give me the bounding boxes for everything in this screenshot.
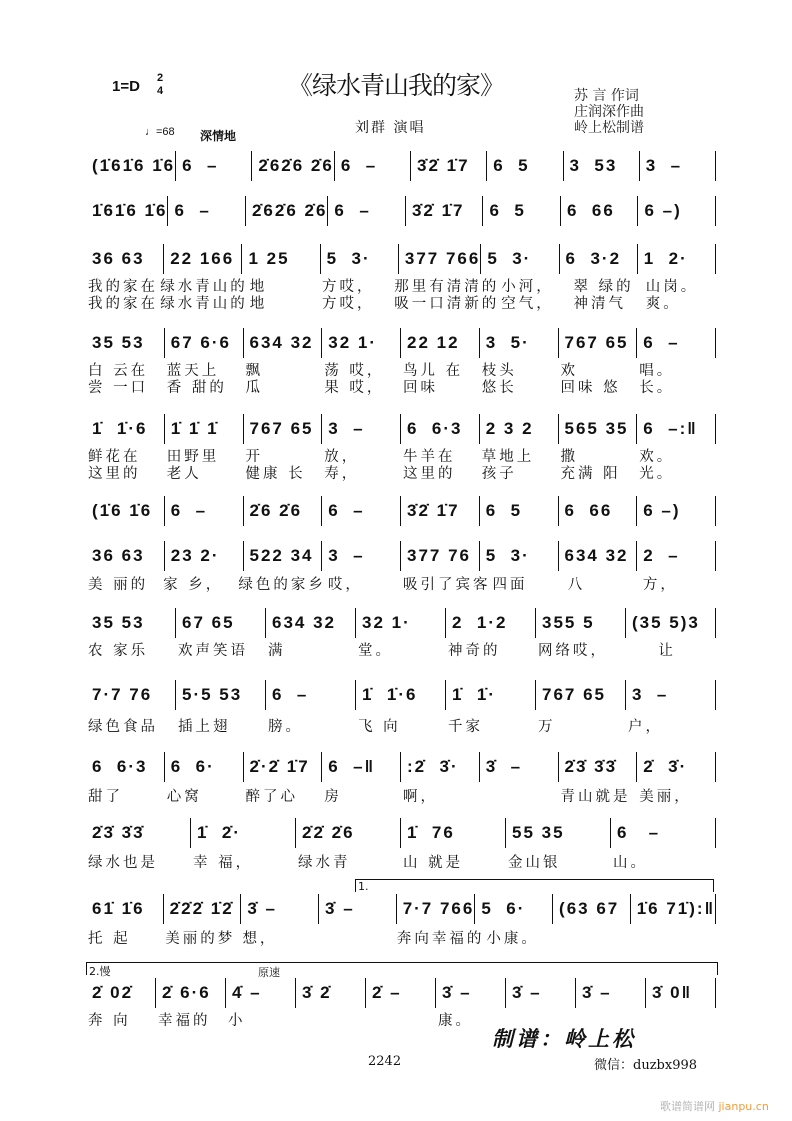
lyric-segment: 充满 阳 — [560, 466, 621, 482]
measure: 4̇ – — [225, 978, 295, 1008]
measure: 6 6·3 — [400, 414, 479, 444]
measure: 3̇2̇ 1̇7 — [400, 496, 479, 526]
lyric-line — [86, 719, 716, 736]
lyric-segment: 千家 — [448, 719, 483, 735]
measure: 3̇ – — [575, 978, 645, 1008]
lyric-segment: 健康 长 — [245, 466, 306, 482]
lyric-segment: 地 — [249, 279, 268, 295]
measure: 3̇ – — [479, 752, 558, 782]
lyric-segment: 悠长 — [481, 380, 517, 396]
lyric-line — [86, 931, 716, 948]
lyric-line — [86, 363, 716, 380]
lyric-segment: 让 — [628, 643, 676, 659]
measure: 36 63 — [92, 249, 145, 268]
watermark-url: jianpu.cn — [718, 1100, 769, 1113]
lyric-segment — [480, 789, 559, 806]
staff-line — [86, 545, 716, 571]
staff-line — [86, 898, 716, 924]
lyric-segment: 光。 — [639, 466, 675, 482]
measure: (63 67 — [552, 894, 630, 924]
lyric-segment: 家 乡， — [163, 577, 224, 593]
lyric-segment: 草地上 — [481, 449, 535, 465]
lyric-segment: 我的家在 — [88, 296, 158, 312]
measure: (35 5)3 — [625, 608, 716, 638]
volta-2 — [86, 962, 718, 978]
lyric-segment: 想， — [242, 931, 278, 947]
measure: 6 –) — [636, 496, 716, 526]
lyric-segment — [366, 1013, 436, 1030]
expression-marking: 深情地 — [200, 129, 237, 143]
lyric-segment: 白 云在 — [88, 363, 149, 379]
composer: 庄润深作曲 — [574, 104, 644, 120]
key-signature: 1=D — [112, 78, 140, 95]
measure: 1̇ 1̇·6 — [92, 419, 148, 438]
lyric-segment: 欢声笑语 — [178, 643, 248, 659]
lyric-line — [86, 789, 716, 806]
measure: 32 1· — [355, 608, 445, 638]
measure: 6 – — [334, 151, 410, 181]
measure: 3̇2̇ 1̇7 — [405, 196, 483, 226]
measure: 565 35 — [558, 414, 637, 444]
measure: 1̇ 2̇· — [190, 818, 295, 848]
lyric-segment: 八 — [567, 577, 586, 593]
measure: 1̇ 1̇·6 — [355, 680, 445, 710]
lyric-segment: 插上翅 — [178, 719, 231, 735]
measure: 2̇2̇2̇ 1̇2̇ — [163, 894, 241, 924]
measure: 6 – — [610, 818, 716, 848]
measure: 3̇2̇ 1̇7 — [410, 151, 486, 181]
lyric-segment: 蓝天上 — [166, 363, 220, 379]
lyric-segment: 膀。 — [268, 719, 303, 735]
measure: 6 66 — [560, 196, 638, 226]
measure: 3 53 — [563, 151, 639, 181]
measure: 3̇ – — [318, 894, 396, 924]
lyric-segment: 康。 — [438, 1013, 473, 1029]
lyric-segment: 小康。 — [486, 931, 539, 947]
lyric-segment: 神奇的 — [448, 643, 501, 659]
lyric-segment — [318, 931, 395, 948]
singer: 刘群 演唱 — [355, 120, 426, 136]
measure: 6 5 — [482, 196, 560, 226]
lyric-segment: 这里的 — [88, 466, 141, 482]
lyric-segment: 翠 绿的 — [573, 279, 634, 295]
measure: 2 – — [636, 541, 716, 571]
measure: 634 32 — [265, 608, 355, 638]
lyric-line — [86, 296, 716, 313]
measure: 6 – — [164, 496, 243, 526]
lyric-line — [86, 855, 716, 872]
volta-1-label: 1. — [358, 880, 369, 893]
measure: (1̇61̇6 1̇6 — [92, 156, 176, 175]
lyric-segment: 吸一口清新的 — [394, 296, 500, 312]
lyric-segment: 开 — [245, 449, 263, 465]
lyric-segment: 老人 — [166, 466, 202, 482]
measure: 6 – — [636, 328, 716, 358]
lyric-segment — [562, 931, 639, 948]
measure: 2̇3̇ 3̇3̇ — [558, 752, 637, 782]
measure: 6 5 — [486, 151, 562, 181]
lyric-segment: 吸引了宾客 — [403, 577, 491, 593]
lyric-segment: 小河， — [501, 279, 554, 295]
lyric-segment: 回味 — [403, 380, 438, 396]
measure: 1 2· — [637, 244, 716, 274]
page-number: 2242 — [368, 1054, 402, 1069]
measure: 6 –‖ — [321, 752, 400, 782]
measure: 6 – — [327, 196, 405, 226]
measure: 2̇62̇6 2̇6 — [245, 196, 327, 226]
staff-line — [86, 332, 716, 358]
lyric-segment: 小 — [228, 1013, 246, 1029]
staff-line — [86, 822, 716, 848]
lyric-segment: 幸 福， — [193, 855, 254, 871]
lyric-segment: 幸福的 — [158, 1013, 211, 1029]
lyric-segment: 方， — [642, 577, 678, 593]
lyric-segment: 那里有清清的 — [394, 279, 500, 295]
lyric-segment: 奔向幸福的 — [396, 931, 485, 947]
measure: 6 –) — [637, 196, 716, 226]
measure: 2̇ – — [365, 978, 435, 1008]
time-top: 2 — [157, 72, 164, 84]
measure: 767 65 — [243, 414, 322, 444]
lyric-segment: 放， — [324, 449, 360, 465]
lyric-segment: 枝头 — [481, 363, 517, 379]
staff-line — [86, 155, 716, 181]
lyric-segment: 四面 — [492, 577, 528, 593]
song-title: 《绿水青山我的家》 — [287, 71, 504, 100]
measure: 3̇ – — [505, 978, 575, 1008]
lyric-segment: 飘 — [245, 363, 263, 379]
measure: 3̇ – — [240, 894, 318, 924]
lyric-segment: 这里的 — [403, 466, 456, 482]
measure: 2̇2̇ 2̇6 — [295, 818, 400, 848]
measure: 23 2· — [164, 541, 243, 571]
measure: 3 – — [321, 414, 400, 444]
lyric-segment: 奔 向 — [88, 1013, 131, 1029]
measure: 6 5 — [479, 496, 558, 526]
lyric-segment: 绿水也是 — [88, 855, 158, 871]
lyric-segment: 网络哎， — [538, 643, 608, 659]
lyric-segment: 方哎， — [322, 279, 375, 295]
lyric-segment: 欢 — [560, 363, 578, 379]
measure: 32 1· — [321, 328, 400, 358]
lyric-segment: 绿水青山的 — [160, 296, 248, 312]
lyric-segment: 美 丽的 — [88, 577, 149, 593]
wechat-contact: 微信：duzbx998 — [594, 1058, 698, 1073]
measure: 355 5 — [535, 608, 625, 638]
lyric-segment: 绿色的家乡 — [238, 577, 326, 593]
volta-1 — [355, 879, 714, 892]
measure: 36 63 — [92, 546, 145, 565]
measure: 2̇62̇6 2̇6 — [251, 151, 333, 181]
tempo-marking: ♩=68 — [145, 126, 175, 138]
lyric-segment: 农 家乐 — [88, 643, 149, 659]
staff-line — [86, 418, 716, 444]
lyric-segment: 山。 — [613, 855, 648, 871]
lyric-segment: 田野里 — [166, 449, 220, 465]
time-bottom: 4 — [157, 85, 164, 97]
measure: 5·5 53 — [175, 680, 265, 710]
measure: 1̇ 1̇ 1̇ — [164, 414, 243, 444]
lyric-line — [86, 279, 716, 296]
measure: 1̇6 71̇):‖ — [630, 894, 716, 924]
measure: 1̇61̇6 1̇6 — [92, 201, 168, 220]
staff-line — [86, 612, 716, 638]
lyric-segment: 飞 向 — [358, 719, 401, 735]
measure: 1̇ 1̇· — [445, 680, 535, 710]
measure: 2̇3̇ 3̇3̇ — [92, 823, 145, 842]
lyric-segment: 果 哎， — [324, 380, 385, 396]
measure: 2 1·2 — [445, 608, 535, 638]
lyric-segment: 山岗。 — [645, 279, 699, 295]
lyric-segment: 地 — [249, 296, 268, 312]
measure: 2̇6 2̇6 — [243, 496, 322, 526]
lyric-segment: 鲜花在 — [88, 449, 141, 465]
measure: 6 6· — [164, 752, 243, 782]
lyric-line — [86, 643, 716, 660]
measure: 2̇ 02̇ — [92, 983, 134, 1002]
lyric-segment: 甜了 — [88, 789, 123, 805]
lyric-line — [86, 466, 716, 483]
lyric-segment — [646, 1013, 716, 1030]
watermark — [660, 1098, 769, 1114]
watermark-site: 歌谱简谱网 — [660, 1100, 715, 1113]
measure: 6 3·2 — [559, 244, 637, 274]
measure: 2̇·2̇ 1̇7 — [243, 752, 322, 782]
lyric-segment: 哎， — [327, 577, 363, 593]
measure: 7·7 766 — [396, 894, 475, 924]
arranger: 岭上松制谱 — [574, 120, 644, 136]
measure: 1 25 — [241, 244, 319, 274]
measure: 22 166 — [163, 244, 241, 274]
lyric-segment: 美丽， — [639, 789, 692, 805]
measure: :2̇ 3̇· — [400, 752, 479, 782]
measure: 55 35 — [505, 818, 610, 848]
measure: 22 12 — [400, 328, 479, 358]
measure: 3̇ 2̇ — [295, 978, 365, 1008]
credits — [574, 88, 644, 136]
measure: 3̇ – — [435, 978, 505, 1008]
measure: 67 65 — [175, 608, 265, 638]
measure: 61̇ 1̇6 — [92, 899, 145, 918]
lyric-segment: 醉了心 — [245, 789, 298, 805]
measure: 35 53 — [92, 613, 145, 632]
measure: 377 766 — [398, 244, 480, 274]
lyric-segment: 万 — [538, 719, 556, 735]
measure: 3̇ 0‖ — [645, 978, 716, 1008]
measure: 377 76 — [400, 541, 479, 571]
lyric-segment: 唱。 — [639, 363, 675, 379]
measure: 522 34 — [243, 541, 322, 571]
lyric-segment: 绿色食品 — [88, 719, 158, 735]
lyric-segment: 长。 — [639, 380, 675, 396]
measure: 3 5· — [479, 328, 558, 358]
lyric-segment: 堂。 — [358, 643, 393, 659]
lyric-segment: 撒 — [560, 449, 578, 465]
lyric-segment: 青山就是 — [560, 789, 631, 805]
measure: 2 3 2 — [479, 414, 558, 444]
staff-line — [86, 200, 716, 226]
lyric-segment: 尝 一口 — [88, 380, 149, 396]
lyric-segment — [639, 931, 716, 948]
measure: 1̇ 76 — [400, 818, 505, 848]
lyric-segment: 孩子 — [481, 466, 517, 482]
measure: 6 66 — [558, 496, 637, 526]
lyric-segment: 荡 哎， — [324, 363, 385, 379]
staff-line — [86, 248, 716, 274]
lyric-segment: 绿水青山的 — [160, 279, 248, 295]
measure: 6 – — [167, 196, 245, 226]
measure: 6 –:‖ — [636, 414, 716, 444]
measure: 5 6· — [474, 894, 552, 924]
measure: 634 32 — [558, 541, 637, 571]
measure: 2̇ 6·6 — [155, 978, 225, 1008]
staff-line — [86, 684, 716, 710]
measure: 3 – — [639, 151, 716, 181]
lyric-segment: 我的家在 — [88, 279, 158, 295]
lyric-segment: 房 — [324, 789, 342, 805]
lyric-segment: 香 甜的 — [166, 380, 227, 396]
lyric-segment: 方哎， — [322, 296, 375, 312]
measure: 767 65 — [558, 328, 637, 358]
lyric-segment: 鸟儿 在 — [403, 363, 464, 379]
measure: 2̇ 3̇· — [636, 752, 716, 782]
lyric-segment: 空气， — [501, 296, 554, 312]
measure: 7·7 76 — [92, 685, 153, 704]
lyricist: 苏 言 作词 — [574, 88, 639, 104]
volta-2-label: 2.慢 — [89, 965, 111, 978]
staff-line — [86, 500, 716, 526]
lyric-segment: 托 起 — [88, 931, 131, 947]
lyric-segment: 绿水青 — [298, 855, 351, 871]
measure: 5 3· — [480, 244, 558, 274]
lyric-line — [86, 577, 716, 594]
a-tempo-label: 原速 — [258, 966, 280, 979]
staff-line — [86, 756, 716, 782]
measure: 67 6·6 — [164, 328, 243, 358]
measure: 6 – — [265, 680, 355, 710]
time-signature — [157, 72, 163, 98]
measure: 3 – — [321, 541, 400, 571]
lyric-segment: 瓜 — [245, 380, 263, 396]
lyric-segment — [296, 1013, 366, 1030]
lyric-line — [86, 449, 716, 466]
measure: 634 32 — [243, 328, 322, 358]
measure: 6 6·3 — [92, 757, 148, 776]
measure: 5 3· — [479, 541, 558, 571]
measure: 767 65 — [535, 680, 625, 710]
lyric-segment: 美丽的梦 — [165, 931, 236, 947]
lyric-segment: 欢。 — [639, 449, 675, 465]
lyric-segment: 回味 悠 — [560, 380, 621, 396]
lyric-segment: 神清气 — [573, 296, 626, 312]
lyric-segment: 户， — [628, 719, 663, 735]
measure: 6 – — [175, 151, 251, 181]
lyric-line — [86, 380, 716, 397]
lyric-segment: 寿， — [324, 466, 360, 482]
lyric-segment: 啊， — [403, 789, 438, 805]
lyric-segment: 满 — [268, 643, 286, 659]
lyric-segment: 金山银 — [508, 855, 561, 871]
measure: (1̇6 1̇6 — [92, 501, 153, 520]
lyric-segment: 心窝 — [166, 789, 202, 805]
lyric-segment: 山 就是 — [403, 855, 464, 871]
measure: 6 – — [321, 496, 400, 526]
staff-line — [86, 982, 716, 1008]
lyric-segment: 爽。 — [645, 296, 681, 312]
measure: 3 – — [625, 680, 716, 710]
measure: 5 3· — [320, 244, 398, 274]
signature: 制谱：岭上松 — [492, 1026, 636, 1051]
measure: 35 53 — [92, 333, 145, 352]
lyric-segment: 牛羊在 — [403, 449, 456, 465]
